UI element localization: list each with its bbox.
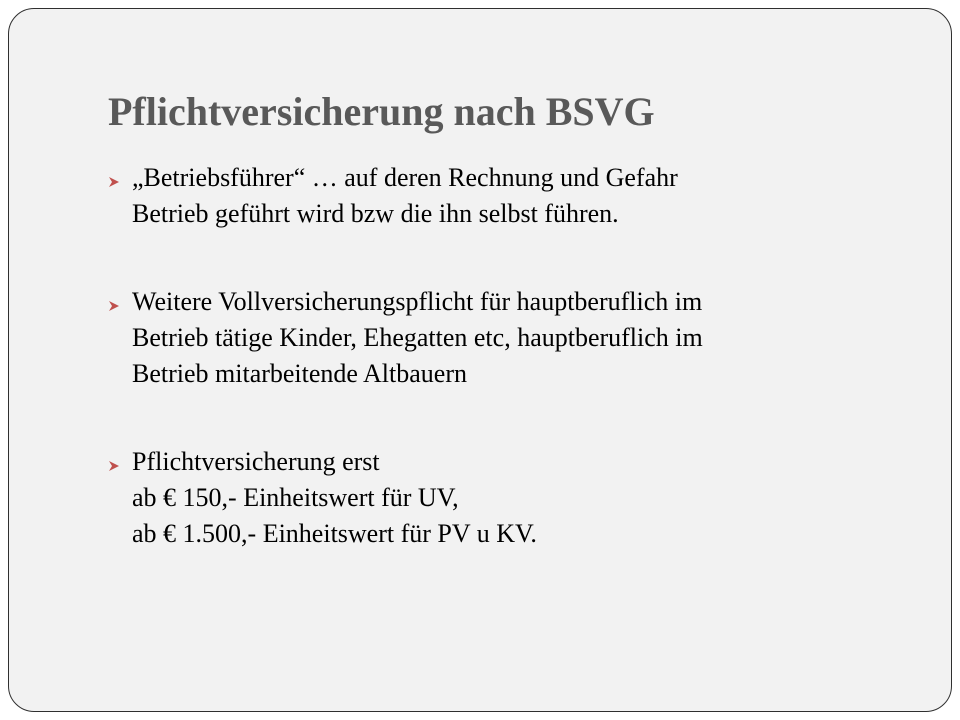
bullet-item bbox=[108, 284, 908, 392]
bullet-text bbox=[132, 444, 908, 552]
bullet-item bbox=[108, 444, 908, 552]
bullet-text bbox=[132, 284, 908, 392]
bullet-line: ab € 1.500,- Einheitswert für PV u KV. bbox=[132, 519, 537, 548]
bullet-list bbox=[108, 160, 908, 552]
arrowhead-bullet-icon bbox=[108, 176, 120, 188]
slide-title: Pflichtversicherung nach BSVG bbox=[108, 89, 655, 134]
arrowhead-bullet-icon bbox=[108, 460, 120, 472]
bullet-line: Betrieb tätige Kinder, Ehegatten etc, hauptberuflich im bbox=[132, 323, 703, 352]
bullet-line: ab € 150,- Einheitswert für UV, bbox=[132, 483, 459, 512]
bullet-line: Betrieb geführt wird bzw die ihn selbst führen. bbox=[132, 199, 619, 228]
bullet-line: Betrieb mitarbeitende Altbauern bbox=[132, 359, 467, 388]
bullet-line: Pflichtversicherung erst bbox=[132, 447, 380, 476]
bullet-line: Weitere Vollversicherungspflicht für hauptberuflich im bbox=[132, 287, 703, 316]
bullet-text bbox=[132, 160, 908, 232]
arrowhead-bullet-icon bbox=[108, 300, 120, 312]
bullet-line: „Betriebsführer“ … auf deren Rechnung und Gefahr bbox=[132, 163, 678, 192]
bullet-item bbox=[108, 160, 908, 232]
